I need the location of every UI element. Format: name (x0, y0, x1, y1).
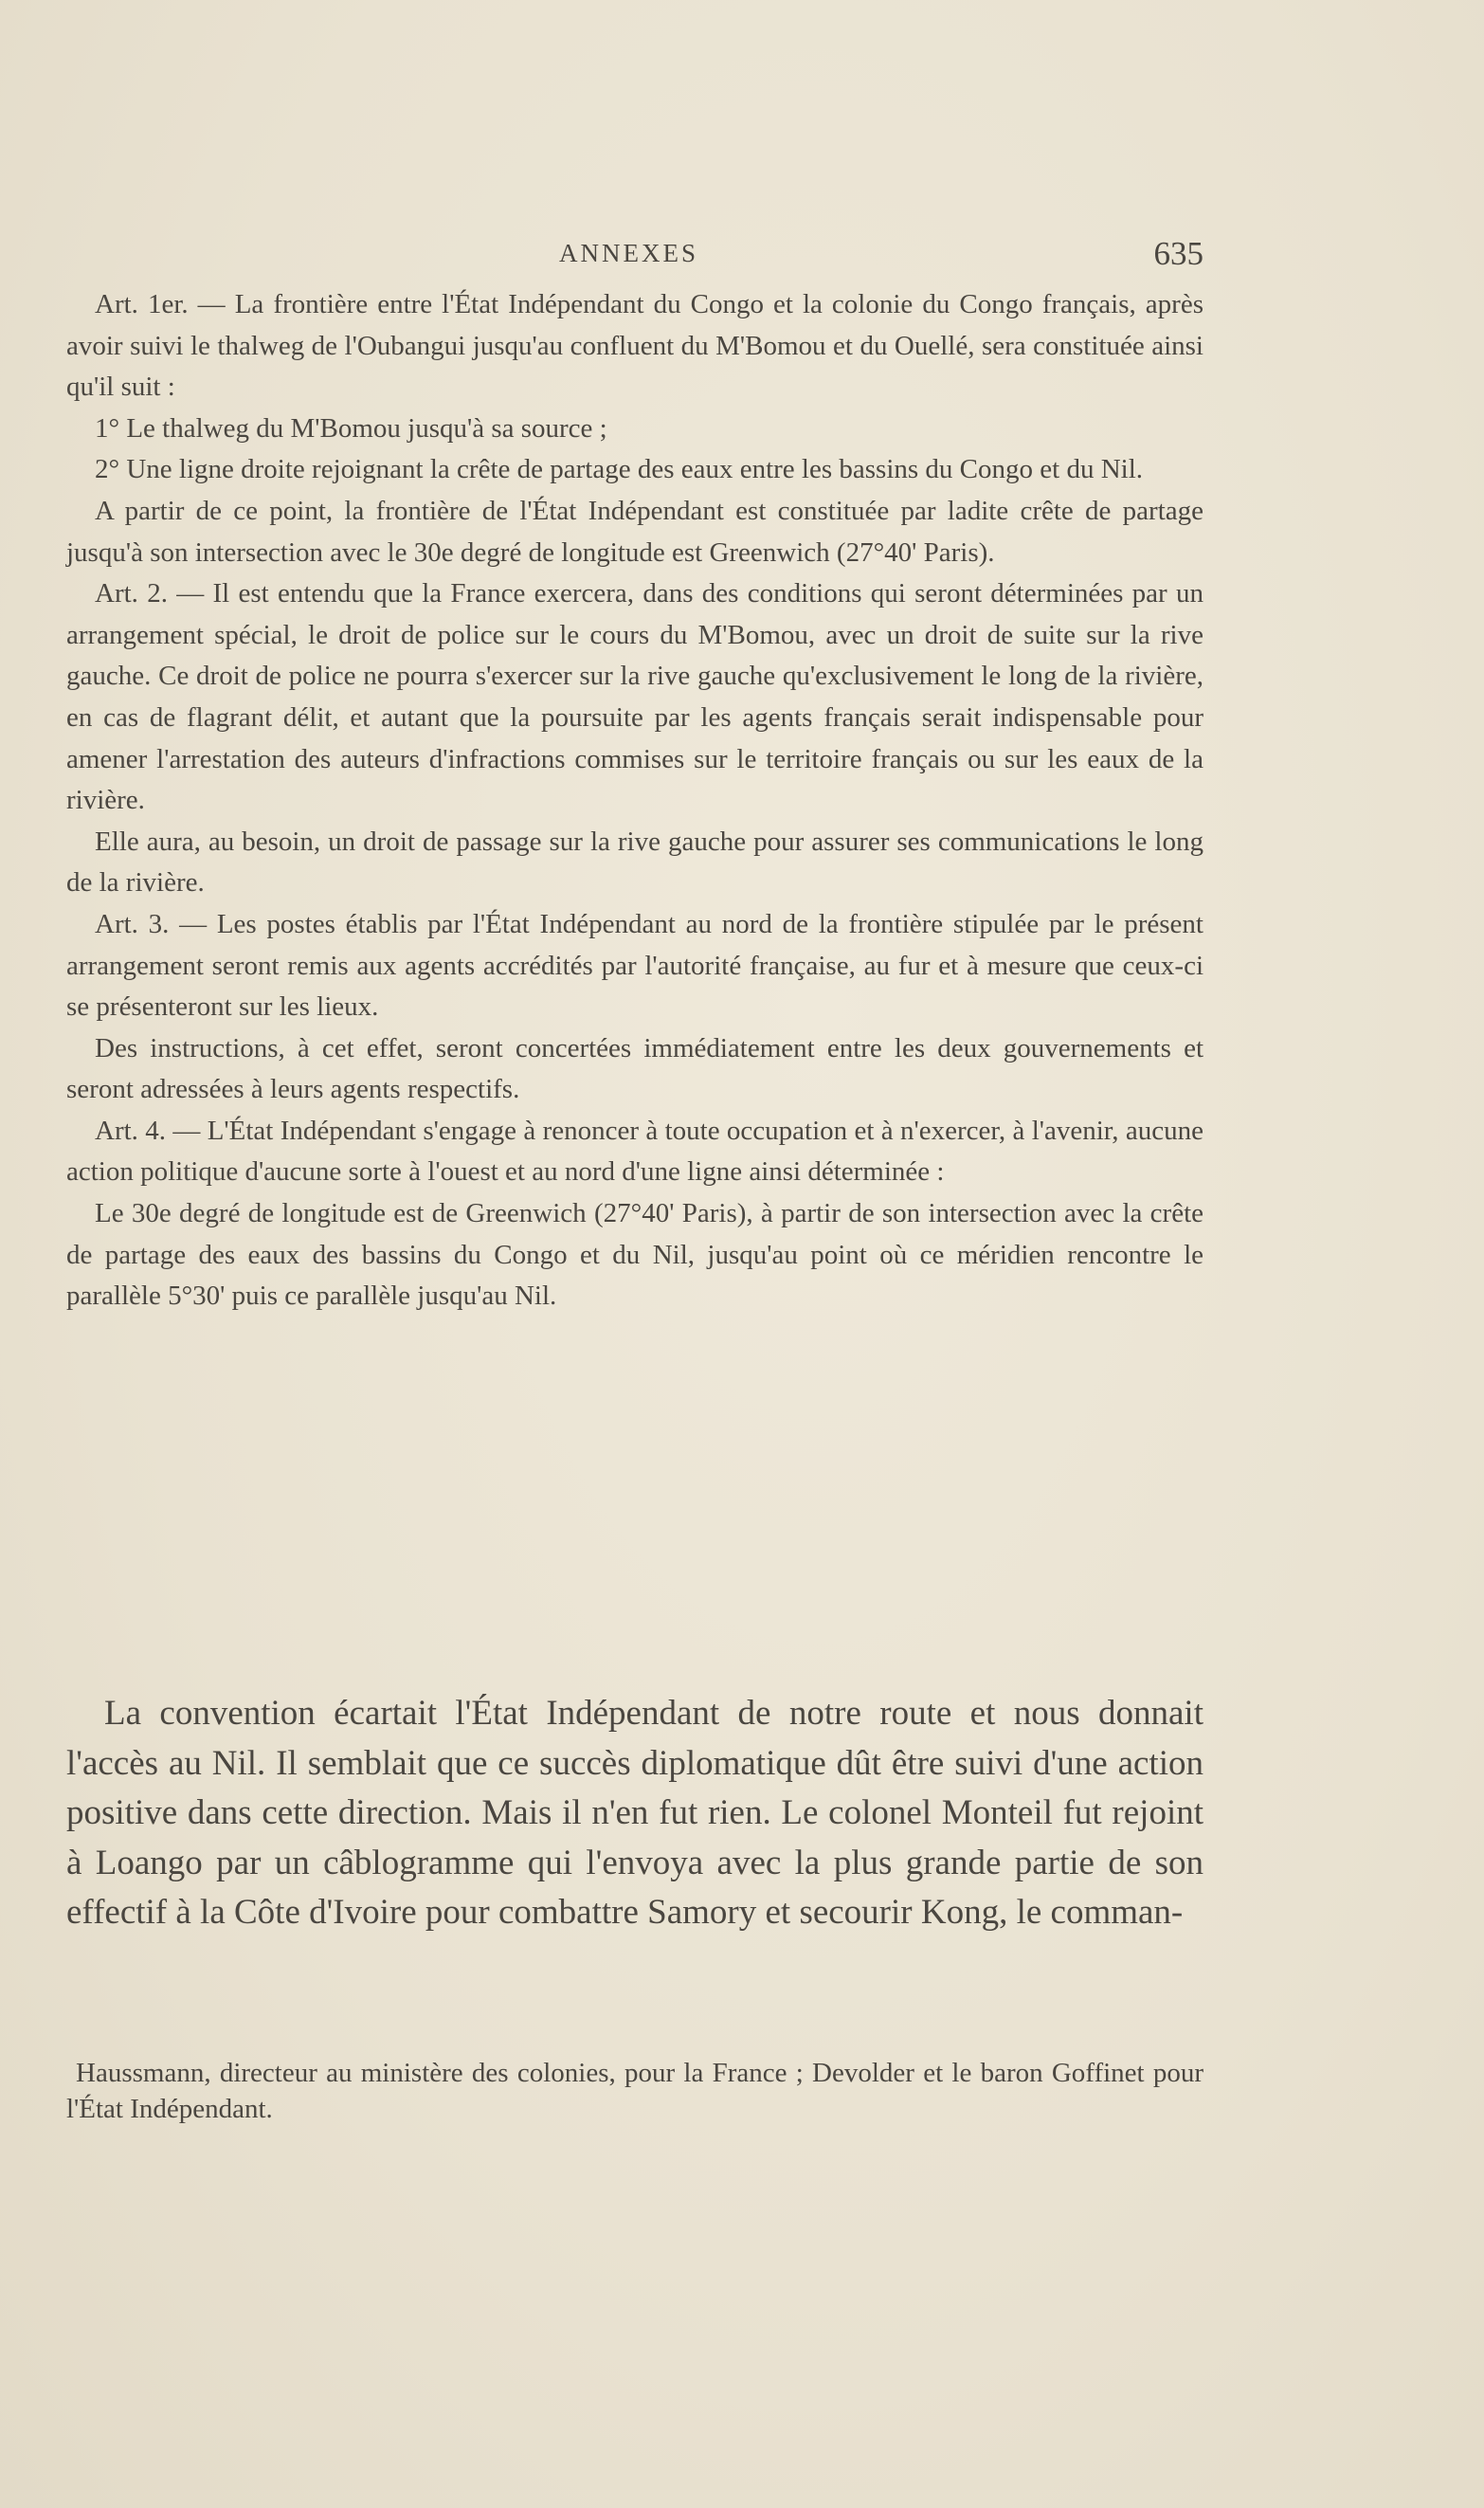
annex-paragraph: A partir de ce point, la frontière de l'État Indépendant est constituée par ladite crête de partage jusqu'à son intersection avec le 30e degré de longitude est Greenwich (27°40' Paris). (66, 495, 1203, 568)
running-head: ANNEXES (559, 239, 698, 267)
annex-paragraph: Des instructions, à cet effet, seront concertées immédiatement entre les deux gouvernements et seront adressées à leurs agents respectifs. (66, 1032, 1203, 1105)
annex-paragraph: Art. 2. — Il est entendu que la France exercera, dans des conditions qui seront déterminées par un arrangement spécial, le droit de police sur le cours du M'Bomou, avec un droit de suite sur la rive gauche. Ce droit de police ne pourra s'exercer sur la rive gauche qu'exclusivement le long de la rivière, en cas de flagrant délit, et autant que la poursuite par les agents français serait indispensable pour amener l'arrestation des auteurs d'infractions commises sur le territoire français ou sur les eaux de la rivière. (66, 578, 1203, 816)
annex-convention-text (66, 284, 1203, 1318)
annex-paragraph: Le 30e degré de longitude est de Greenwich (27°40' Paris), à partir de son intersection avec la crête de partage des eaux des bassins du Congo et du Nil, jusqu'au point où ce méridien rencontre le parallèle 5°30' puis ce parallèle jusqu'au Nil. (66, 1198, 1203, 1312)
annex-paragraph: Art. 1er. — La frontière entre l'État Indépendant du Congo et la colonie du Congo français, après avoir suivi le thalweg de l'Oubangui jusqu'au confluent du M'Bomou et du Ouellé, sera constituée ainsi qu'il suit : (66, 289, 1203, 403)
annex-paragraph: Art. 4. — L'État Indépendant s'engage à renoncer à toute occupation et à n'exercer, à l'avenir, aucune action politique d'aucune sorte à l'ouest et au nord d'une ligne ainsi déterminée : (66, 1115, 1203, 1188)
footnote-text: Haussmann, directeur au ministère des colonies, pour la France ; Devolder et le baron Goffinet pour l'État Indépendant. (66, 2058, 1203, 2124)
main-body-text (66, 1689, 1203, 1938)
page-header (66, 235, 1203, 273)
annex-paragraph: Art. 3. — Les postes établis par l'État Indépendant au nord de la frontière stipulée par le présent arrangement seront remis aux agents accrédités par l'autorité française, au fur et à mesure que ceux-ci se présenteront sur les lieux. (66, 908, 1203, 1023)
annex-paragraph: 1° Le thalweg du M'Bomou jusqu'à sa source ; (95, 412, 607, 444)
annex-paragraph: 2° Une ligne droite rejoignant la crête de partage des eaux entre les bassins du Congo et du Nil. (95, 454, 1144, 485)
body-paragraph: La convention écartait l'État Indépendant de notre route et nous donnait l'accès au Nil. Il semblait que ce succès diplomatique dût être suivi d'une action positive dans cette direction. Mais il n'en fut rien. Le colonel Monteil fut rejoint à Loango par un câblogramme qui l'envoya avec la plus grande partie de son effectif à la Côte d'Ivoire pour combattre Samory et secourir Kong, le comman- (66, 1694, 1203, 1932)
footnote (66, 2055, 1203, 2127)
annex-paragraph: Elle aura, au besoin, un droit de passage sur la rive gauche pour assurer ses communications le long de la rivière. (66, 826, 1203, 899)
page-number: 635 (1153, 235, 1203, 272)
